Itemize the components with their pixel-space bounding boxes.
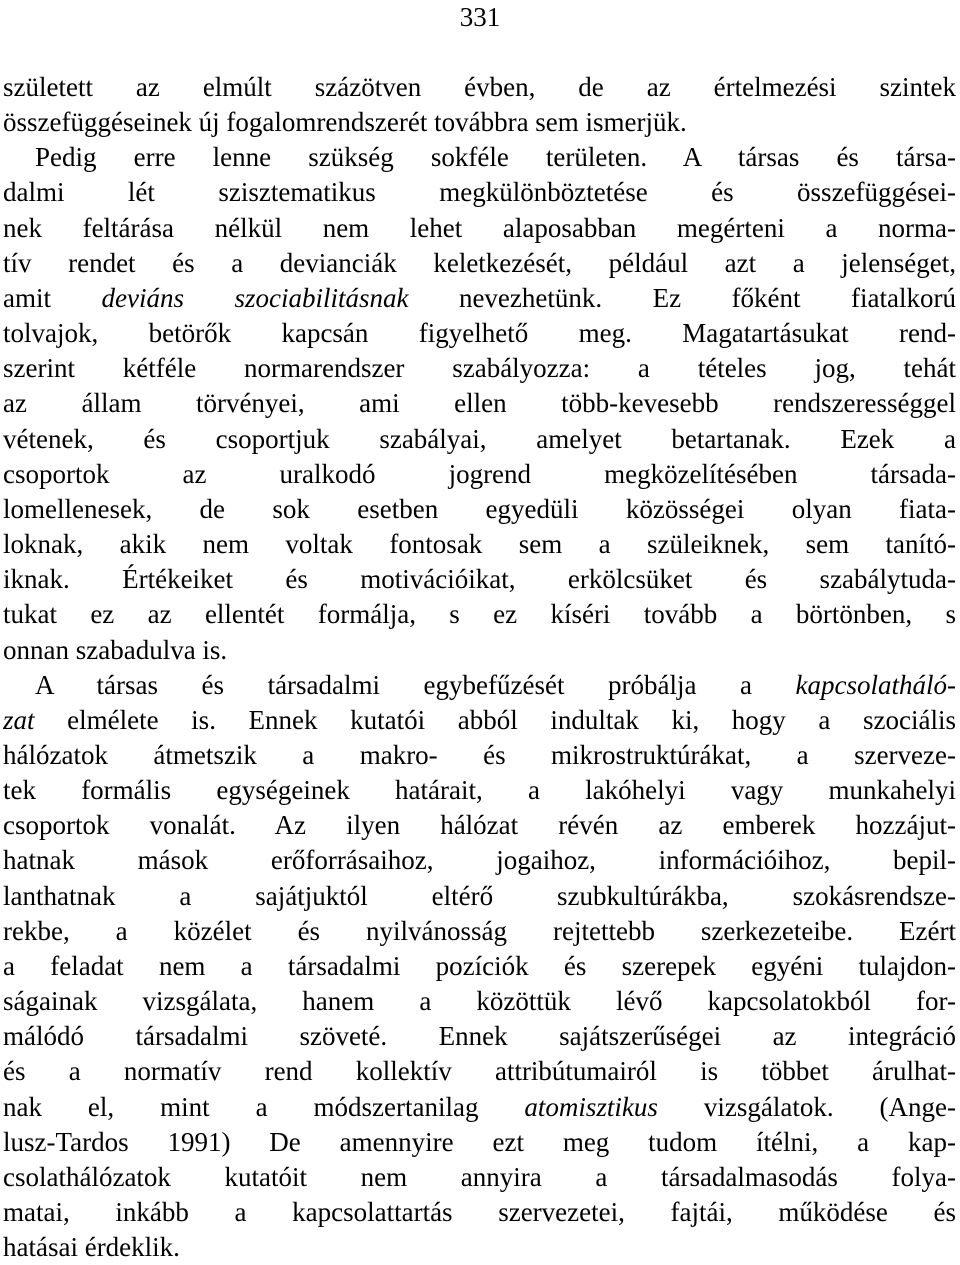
text-line xyxy=(3,281,956,316)
text-segment: nevezhetünk. Ez főként fiatalkorú xyxy=(408,282,956,313)
text-line xyxy=(3,668,956,703)
text-line: csolathálózatok kutatóit nem annyira a társadalmasodás folya- xyxy=(3,1161,956,1192)
text-segment: nak el, mint a módszertanilag xyxy=(3,1091,525,1122)
text-segment: A társas és társadalmi egybefűzését próbálja a xyxy=(35,669,796,700)
text-line: lomellenesek, de sok esetben egyedüli közösségei olyan fiata- xyxy=(3,493,956,524)
text-line: nek feltárása nélkül nem lehet alaposabban megérteni a norma- xyxy=(3,212,956,243)
text-segment: amit xyxy=(3,282,102,313)
text-line: tív rendet és a devianciák keletkezését, például azt a jelenséget, xyxy=(3,247,956,278)
italic-term: kapcsolatháló- xyxy=(795,669,956,700)
text-line xyxy=(3,1090,956,1125)
text-line: tolvajok, betörők kapcsán figyelhető meg. Magatartásukat rend- xyxy=(3,318,956,349)
text-line: matai, inkább a kapcsolattartás szervezetei, fajtái, működése és xyxy=(3,1197,956,1227)
text-line: loknak, akik nem voltak fontosak sem a szüleiknek, sem tanító- xyxy=(3,529,956,560)
text-line: csoportok az uralkodó jogrend megközelítésében társada- xyxy=(3,458,956,489)
text-line: szerint kétféle normarendszer szabályozza: a tételes jog, tehát xyxy=(3,353,956,384)
text-line xyxy=(3,703,956,738)
text-line: hálózatok átmetszik a makro- és mikrostruktúrákat, a szervezе- xyxy=(3,739,956,770)
text-line: tek formális egységeinek határait, a lakóhelyi vagy munkahelyi xyxy=(3,775,956,806)
text-line: összefüggéseinek új fogalomrendszerét továbbra sem ismerjük. xyxy=(3,107,687,138)
text-line: a feladat nem a társadalmi pozíciók és szerepek egyéni tulajdon- xyxy=(3,950,956,981)
text-segment: elmélete is. Ennek kutatói abból indultak ki, hogy a szociális xyxy=(34,704,956,735)
text-line: tukat ez az ellentét formálja, s ez kíséri tovább a börtönben, s xyxy=(3,599,956,630)
text-line: Pedig erre lenne szükség sokféle területen. A társas és társa- xyxy=(35,142,956,173)
page-number: 331 xyxy=(459,2,501,32)
text-line: dalmi lét szisztematikus megkülönböztetése és összefüggései- xyxy=(3,177,956,208)
text-line: csoportok vonalát. Az ilyen hálózat révén az emberek hozzájut- xyxy=(3,810,956,841)
text-line: hatnak mások erőforrásaihoz, jogaihoz, információihoz, bepil- xyxy=(3,845,956,876)
italic-term: atomisztikus xyxy=(524,1091,658,1122)
italic-term: zat xyxy=(3,704,35,735)
text-line: iknak. Értékeiket és motivációikat, erkölcsüket és szabálytuda- xyxy=(3,564,956,595)
text-line: rekbe, a közélet és nyilvánosság rejtettebb szerkezeteibe. Ezért xyxy=(3,915,956,946)
text-line: lanthatnak a sajátjuktól eltérő szubkultúrákba, szokásrendsze- xyxy=(3,880,956,911)
text-line: vétenek, és csoportjuk szabályai, amelyet betartanak. Ezek a xyxy=(3,423,956,454)
text-line: az állam törvényei, ami ellen több-kevesebb rendszerességgel xyxy=(3,388,956,419)
text-line: málódó társadalmi szöveté. Ennek sajátszerűségei az integráció xyxy=(3,1021,956,1052)
body-text xyxy=(3,70,956,1265)
text-segment: vizsgálatok. (Ange- xyxy=(657,1091,956,1122)
text-line: lusz-Tardos 1991) De amennyire ezt meg tudom ítélni, a kap- xyxy=(3,1126,956,1157)
italic-term: deviáns szociabilitásnak xyxy=(101,282,409,313)
text-line: onnan szabadulva is. xyxy=(3,634,228,665)
text-line: született az elmúlt százötven évben, de az értelmezési szintek xyxy=(3,72,956,102)
text-line: hatásai érdeklik. xyxy=(3,1232,180,1263)
text-line: ságainak vizsgálata, hanem a közöttük lévő kapcsolatokból for- xyxy=(3,986,956,1017)
text-line: és a normatív rend kollektív attribútumairól is többet árulhat- xyxy=(3,1056,956,1087)
